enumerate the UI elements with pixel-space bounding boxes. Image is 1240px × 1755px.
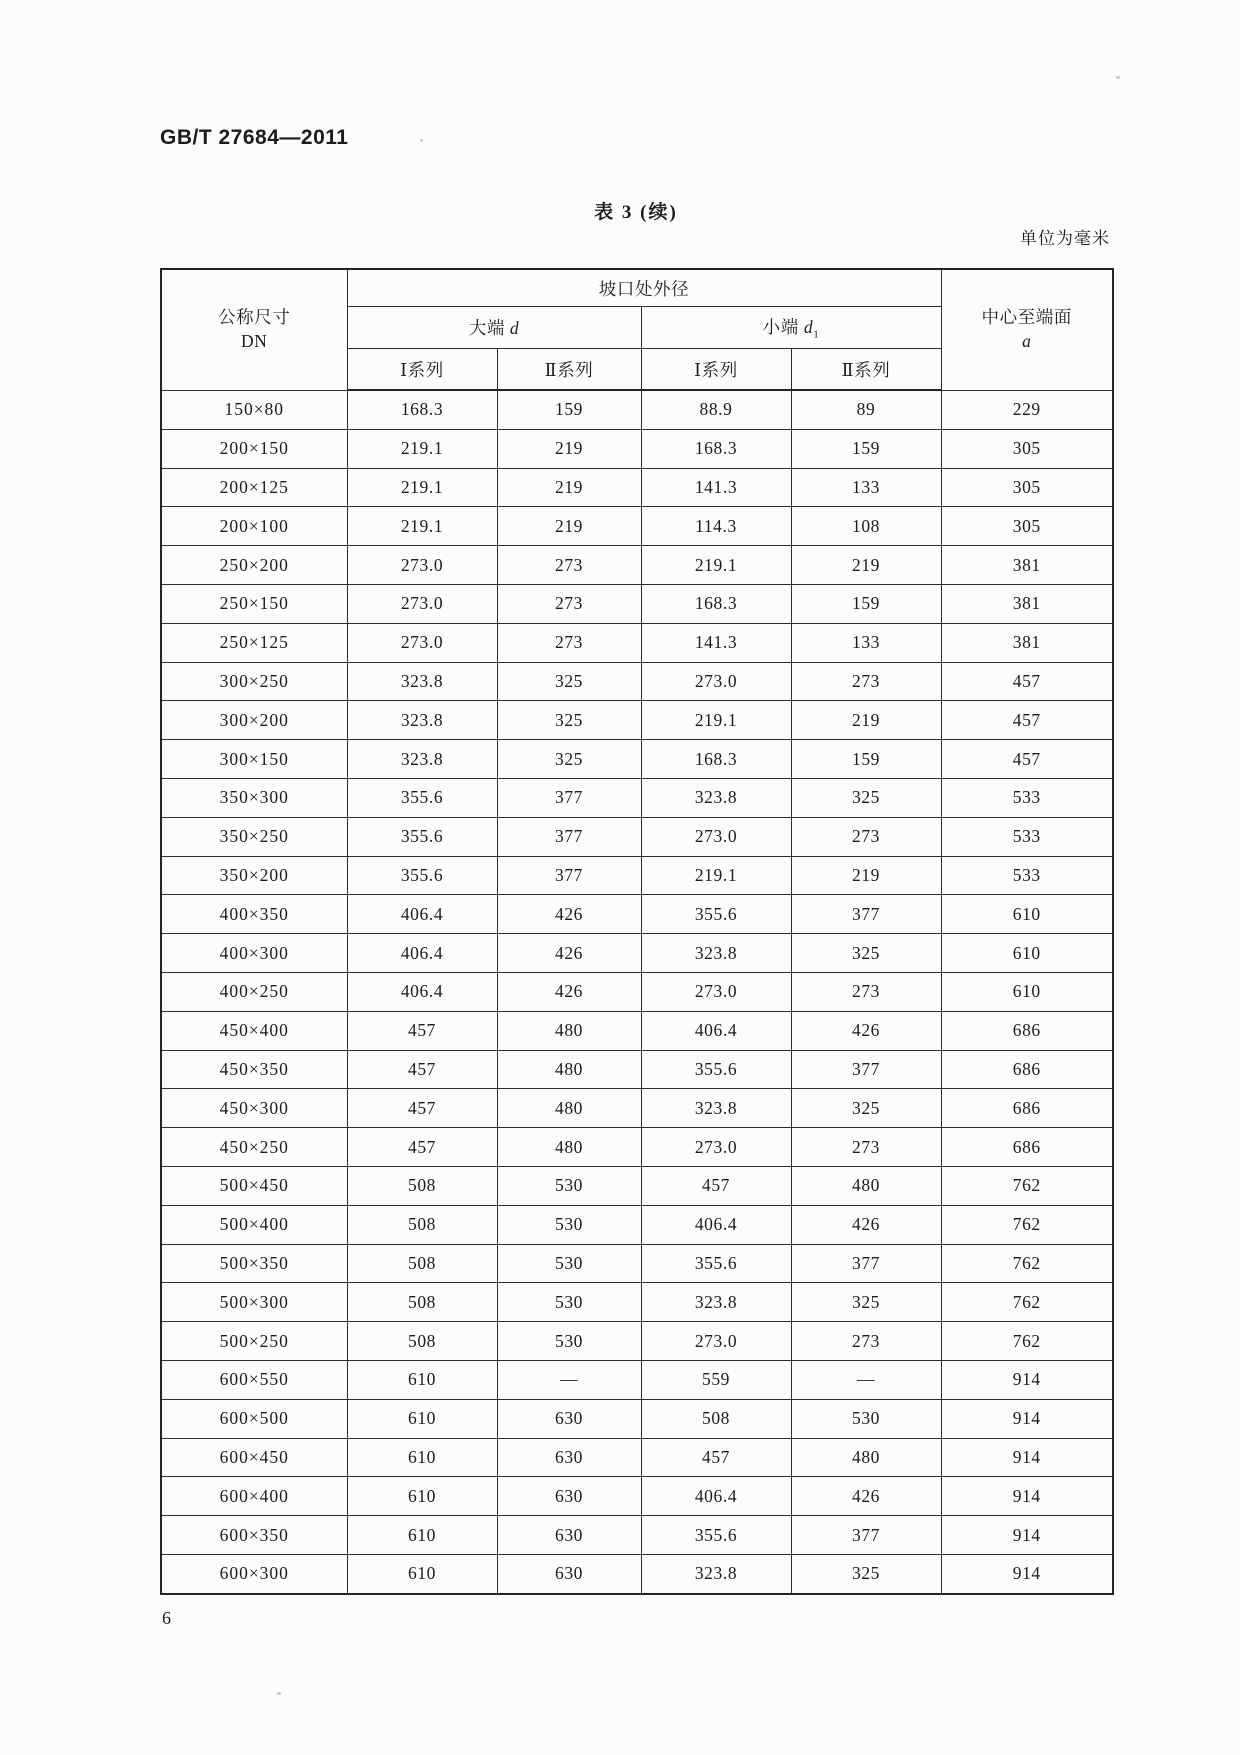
- table-row: [161, 856, 1113, 895]
- unit-note: 单位为毫米: [1020, 229, 1110, 248]
- table-row: [161, 1322, 1113, 1361]
- table-row: [161, 662, 1113, 701]
- cell-small-end-series1: 273.0: [641, 817, 791, 856]
- cell-large-end-series2: 325: [497, 701, 641, 740]
- table-row: [161, 972, 1113, 1011]
- header-bevel-od: 坡口处外径: [347, 269, 941, 307]
- cell-small-end-series2: 480: [791, 1166, 941, 1205]
- cell-dn: 300×250: [161, 662, 347, 701]
- cell-large-end-series1: 323.8: [347, 740, 497, 779]
- cell-dn: 400×350: [161, 895, 347, 934]
- cell-large-end-series2: 480: [497, 1011, 641, 1050]
- cell-small-end-series2: 530: [791, 1399, 941, 1438]
- table-row: [161, 817, 1113, 856]
- cell-small-end-series2: 219: [791, 856, 941, 895]
- cell-dn: 250×200: [161, 546, 347, 585]
- cell-dn: 200×100: [161, 507, 347, 546]
- table-row: [161, 429, 1113, 468]
- table-row: [161, 1554, 1113, 1593]
- cell-large-end-series1: 610: [347, 1399, 497, 1438]
- table-row: [161, 507, 1113, 546]
- header-small-end-var: d: [803, 317, 814, 338]
- cell-dn: 450×350: [161, 1050, 347, 1089]
- cell-small-end-series1: 168.3: [641, 429, 791, 468]
- header-nominal-size-label: 公称尺寸: [218, 307, 291, 328]
- table-body: [161, 390, 1113, 1594]
- table-row: [161, 1050, 1113, 1089]
- cell-small-end-series1: 141.3: [641, 623, 791, 662]
- cell-center-to-face: 533: [941, 817, 1113, 856]
- header-series-i-large: Ⅰ系列: [347, 349, 497, 391]
- cell-center-to-face: 914: [941, 1438, 1113, 1477]
- header-series-ii-large: Ⅱ系列: [497, 349, 641, 391]
- cell-small-end-series2: 133: [791, 468, 941, 507]
- cell-large-end-series1: 355.6: [347, 817, 497, 856]
- cell-center-to-face: 686: [941, 1089, 1113, 1128]
- cell-small-end-series2: 273: [791, 1322, 941, 1361]
- cell-large-end-series1: 610: [347, 1516, 497, 1555]
- cell-center-to-face: 914: [941, 1360, 1113, 1399]
- table-row: [161, 584, 1113, 623]
- table-row: [161, 623, 1113, 662]
- cell-dn: 300×200: [161, 701, 347, 740]
- cell-dn: 600×450: [161, 1438, 347, 1477]
- cell-small-end-series2: 273: [791, 1128, 941, 1167]
- cell-small-end-series1: 168.3: [641, 740, 791, 779]
- cell-small-end-series1: 219.1: [641, 856, 791, 895]
- page-number: 6: [162, 1608, 171, 1628]
- cell-large-end-series1: 219.1: [347, 429, 497, 468]
- table-row: [161, 1399, 1113, 1438]
- cell-small-end-series1: 406.4: [641, 1477, 791, 1516]
- cell-small-end-series2: 325: [791, 778, 941, 817]
- cell-large-end-series2: 377: [497, 856, 641, 895]
- cell-dn: 500×300: [161, 1283, 347, 1322]
- cell-dn: 300×150: [161, 740, 347, 779]
- cell-dn: 600×550: [161, 1360, 347, 1399]
- cell-dn: 600×400: [161, 1477, 347, 1516]
- cell-small-end-series1: 114.3: [641, 507, 791, 546]
- cell-large-end-series1: 273.0: [347, 546, 497, 585]
- cell-small-end-series2: 219: [791, 701, 941, 740]
- header-nominal-size: [161, 269, 347, 390]
- table-row: [161, 740, 1113, 779]
- cell-center-to-face: 686: [941, 1050, 1113, 1089]
- table-row: [161, 546, 1113, 585]
- cell-large-end-series1: 610: [347, 1477, 497, 1516]
- scan-speck: [420, 139, 423, 142]
- cell-center-to-face: 762: [941, 1205, 1113, 1244]
- cell-small-end-series2: 108: [791, 507, 941, 546]
- cell-large-end-series1: 219.1: [347, 507, 497, 546]
- cell-center-to-face: 762: [941, 1283, 1113, 1322]
- cell-small-end-series1: 457: [641, 1166, 791, 1205]
- cell-large-end-series2: 630: [497, 1554, 641, 1593]
- cell-small-end-series1: 559: [641, 1360, 791, 1399]
- table-row: [161, 1283, 1113, 1322]
- cell-center-to-face: 914: [941, 1554, 1113, 1593]
- cell-large-end-series1: 457: [347, 1089, 497, 1128]
- cell-center-to-face: 305: [941, 507, 1113, 546]
- header-series-i-small: Ⅰ系列: [641, 349, 791, 391]
- cell-small-end-series2: 325: [791, 1283, 941, 1322]
- cell-center-to-face: 457: [941, 740, 1113, 779]
- cell-large-end-series1: 168.3: [347, 390, 497, 429]
- cell-small-end-series2: —: [791, 1360, 941, 1399]
- cell-center-to-face: 381: [941, 623, 1113, 662]
- table-row: [161, 1128, 1113, 1167]
- cell-center-to-face: 610: [941, 934, 1113, 973]
- cell-center-to-face: 762: [941, 1322, 1113, 1361]
- cell-large-end-series1: 610: [347, 1554, 497, 1593]
- cell-large-end-series2: 630: [497, 1477, 641, 1516]
- cell-center-to-face: 686: [941, 1128, 1113, 1167]
- cell-center-to-face: 914: [941, 1399, 1113, 1438]
- cell-small-end-series2: 377: [791, 1244, 941, 1283]
- cell-large-end-series1: 406.4: [347, 972, 497, 1011]
- cell-center-to-face: 229: [941, 390, 1113, 429]
- cell-large-end-series2: —: [497, 1360, 641, 1399]
- table-row: [161, 934, 1113, 973]
- cell-large-end-series2: 219: [497, 507, 641, 546]
- cell-large-end-series1: 457: [347, 1050, 497, 1089]
- cell-small-end-series1: 273.0: [641, 972, 791, 1011]
- cell-small-end-series2: 159: [791, 740, 941, 779]
- table-row: [161, 1089, 1113, 1128]
- cell-dn: 350×200: [161, 856, 347, 895]
- cell-small-end-series1: 141.3: [641, 468, 791, 507]
- cell-dn: 200×150: [161, 429, 347, 468]
- cell-dn: 450×250: [161, 1128, 347, 1167]
- cell-dn: 250×125: [161, 623, 347, 662]
- header-nominal-size-sub: DN: [241, 330, 268, 351]
- cell-large-end-series1: 610: [347, 1438, 497, 1477]
- scan-speck: [1116, 76, 1120, 79]
- cell-small-end-series1: 355.6: [641, 1050, 791, 1089]
- cell-dn: 600×350: [161, 1516, 347, 1555]
- cell-small-end-series2: 273: [791, 817, 941, 856]
- cell-small-end-series2: 273: [791, 972, 941, 1011]
- dimension-table: [160, 268, 1114, 1595]
- cell-small-end-series1: 355.6: [641, 1516, 791, 1555]
- table-row: [161, 1205, 1113, 1244]
- header-small-end: [641, 307, 941, 349]
- table-row: [161, 1477, 1113, 1516]
- cell-small-end-series2: 325: [791, 934, 941, 973]
- cell-large-end-series1: 273.0: [347, 623, 497, 662]
- cell-large-end-series1: 508: [347, 1244, 497, 1283]
- cell-center-to-face: 762: [941, 1244, 1113, 1283]
- cell-center-to-face: 610: [941, 895, 1113, 934]
- cell-large-end-series2: 426: [497, 934, 641, 973]
- cell-dn: 500×450: [161, 1166, 347, 1205]
- cell-large-end-series1: 457: [347, 1011, 497, 1050]
- cell-large-end-series1: 406.4: [347, 895, 497, 934]
- cell-large-end-series2: 219: [497, 429, 641, 468]
- cell-small-end-series1: 273.0: [641, 1128, 791, 1167]
- cell-large-end-series2: 377: [497, 817, 641, 856]
- cell-large-end-series2: 273: [497, 546, 641, 585]
- cell-center-to-face: 610: [941, 972, 1113, 1011]
- header-large-end: [347, 307, 641, 349]
- cell-small-end-series2: 273: [791, 662, 941, 701]
- cell-center-to-face: 914: [941, 1477, 1113, 1516]
- cell-large-end-series1: 610: [347, 1360, 497, 1399]
- cell-large-end-series2: 159: [497, 390, 641, 429]
- cell-dn: 350×250: [161, 817, 347, 856]
- cell-center-to-face: 457: [941, 662, 1113, 701]
- standard-number: GB/T 27684—2011: [160, 126, 349, 149]
- cell-large-end-series1: 457: [347, 1128, 497, 1167]
- cell-center-to-face: 533: [941, 856, 1113, 895]
- cell-large-end-series2: 530: [497, 1166, 641, 1205]
- cell-small-end-series1: 219.1: [641, 701, 791, 740]
- cell-large-end-series2: 325: [497, 662, 641, 701]
- cell-small-end-series2: 377: [791, 1050, 941, 1089]
- table-row: [161, 1516, 1113, 1555]
- cell-large-end-series1: 323.8: [347, 662, 497, 701]
- cell-large-end-series2: 273: [497, 584, 641, 623]
- cell-small-end-series2: 325: [791, 1554, 941, 1593]
- header-small-end-label: 小端: [762, 317, 799, 338]
- cell-large-end-series1: 508: [347, 1205, 497, 1244]
- header-series-ii-small: Ⅱ系列: [791, 349, 941, 391]
- cell-small-end-series1: 457: [641, 1438, 791, 1477]
- cell-center-to-face: 457: [941, 701, 1113, 740]
- header-large-end-var: d: [509, 318, 520, 338]
- cell-large-end-series1: 323.8: [347, 701, 497, 740]
- cell-large-end-series1: 273.0: [347, 584, 497, 623]
- cell-small-end-series2: 480: [791, 1438, 941, 1477]
- cell-dn: 200×125: [161, 468, 347, 507]
- table-row: [161, 778, 1113, 817]
- cell-center-to-face: 305: [941, 468, 1113, 507]
- cell-center-to-face: 762: [941, 1166, 1113, 1205]
- cell-center-to-face: 686: [941, 1011, 1113, 1050]
- cell-dn: 600×300: [161, 1554, 347, 1593]
- header-center-to-face: [941, 269, 1113, 390]
- cell-small-end-series2: 426: [791, 1477, 941, 1516]
- cell-dn: 150×80: [161, 390, 347, 429]
- cell-small-end-series2: 377: [791, 895, 941, 934]
- cell-center-to-face: 914: [941, 1516, 1113, 1555]
- table-row: [161, 1244, 1113, 1283]
- cell-small-end-series1: 273.0: [641, 1322, 791, 1361]
- header-large-end-label: 大端: [468, 318, 505, 338]
- header-center-to-face-label: 中心至端面: [981, 307, 1072, 328]
- cell-large-end-series1: 508: [347, 1322, 497, 1361]
- cell-small-end-series1: 168.3: [641, 584, 791, 623]
- cell-large-end-series2: 530: [497, 1244, 641, 1283]
- cell-large-end-series2: 377: [497, 778, 641, 817]
- cell-small-end-series1: 323.8: [641, 1283, 791, 1322]
- cell-small-end-series1: 406.4: [641, 1011, 791, 1050]
- cell-dn: 250×150: [161, 584, 347, 623]
- table-row: [161, 701, 1113, 740]
- cell-large-end-series2: 426: [497, 972, 641, 1011]
- cell-dn: 500×250: [161, 1322, 347, 1361]
- scan-speck: [277, 1692, 281, 1695]
- cell-large-end-series1: 219.1: [347, 468, 497, 507]
- cell-large-end-series2: 480: [497, 1089, 641, 1128]
- cell-large-end-series2: 325: [497, 740, 641, 779]
- cell-small-end-series2: 377: [791, 1516, 941, 1555]
- cell-small-end-series2: 426: [791, 1205, 941, 1244]
- table-title: 表 3 (续): [594, 202, 678, 223]
- cell-large-end-series2: 273: [497, 623, 641, 662]
- cell-dn: 500×350: [161, 1244, 347, 1283]
- table-row: [161, 1166, 1113, 1205]
- cell-large-end-series2: 219: [497, 468, 641, 507]
- table-row: [161, 895, 1113, 934]
- cell-small-end-series2: 133: [791, 623, 941, 662]
- header-center-to-face-var: a: [1022, 330, 1032, 351]
- cell-large-end-series2: 480: [497, 1128, 641, 1167]
- cell-small-end-series1: 355.6: [641, 895, 791, 934]
- cell-small-end-series2: 159: [791, 429, 941, 468]
- cell-large-end-series2: 630: [497, 1399, 641, 1438]
- header-small-end-subscript: 1: [813, 328, 820, 341]
- cell-small-end-series2: 89: [791, 390, 941, 429]
- cell-small-end-series1: 323.8: [641, 778, 791, 817]
- cell-dn: 400×250: [161, 972, 347, 1011]
- cell-dn: 500×400: [161, 1205, 347, 1244]
- cell-large-end-series1: 508: [347, 1283, 497, 1322]
- cell-small-end-series1: 323.8: [641, 1554, 791, 1593]
- cell-dn: 350×300: [161, 778, 347, 817]
- cell-small-end-series1: 323.8: [641, 1089, 791, 1128]
- cell-center-to-face: 533: [941, 778, 1113, 817]
- table-row: [161, 1360, 1113, 1399]
- cell-large-end-series1: 355.6: [347, 778, 497, 817]
- cell-large-end-series2: 530: [497, 1283, 641, 1322]
- cell-dn: 600×500: [161, 1399, 347, 1438]
- cell-center-to-face: 381: [941, 584, 1113, 623]
- cell-large-end-series1: 355.6: [347, 856, 497, 895]
- cell-small-end-series2: 219: [791, 546, 941, 585]
- table-row: [161, 1438, 1113, 1477]
- cell-small-end-series2: 426: [791, 1011, 941, 1050]
- cell-small-end-series2: 159: [791, 584, 941, 623]
- cell-small-end-series1: 323.8: [641, 934, 791, 973]
- cell-small-end-series1: 273.0: [641, 662, 791, 701]
- table-row: [161, 468, 1113, 507]
- cell-small-end-series1: 219.1: [641, 546, 791, 585]
- cell-center-to-face: 381: [941, 546, 1113, 585]
- table-row: [161, 390, 1113, 429]
- cell-center-to-face: 305: [941, 429, 1113, 468]
- table-row: [161, 1011, 1113, 1050]
- cell-large-end-series2: 426: [497, 895, 641, 934]
- cell-large-end-series2: 480: [497, 1050, 641, 1089]
- cell-small-end-series1: 88.9: [641, 390, 791, 429]
- cell-large-end-series2: 530: [497, 1322, 641, 1361]
- cell-small-end-series2: 325: [791, 1089, 941, 1128]
- cell-dn: 450×300: [161, 1089, 347, 1128]
- cell-large-end-series2: 630: [497, 1516, 641, 1555]
- cell-large-end-series2: 630: [497, 1438, 641, 1477]
- cell-large-end-series1: 508: [347, 1166, 497, 1205]
- cell-large-end-series2: 530: [497, 1205, 641, 1244]
- cell-small-end-series1: 355.6: [641, 1244, 791, 1283]
- cell-small-end-series1: 508: [641, 1399, 791, 1438]
- cell-small-end-series1: 406.4: [641, 1205, 791, 1244]
- cell-large-end-series1: 406.4: [347, 934, 497, 973]
- cell-dn: 450×400: [161, 1011, 347, 1050]
- cell-dn: 400×300: [161, 934, 347, 973]
